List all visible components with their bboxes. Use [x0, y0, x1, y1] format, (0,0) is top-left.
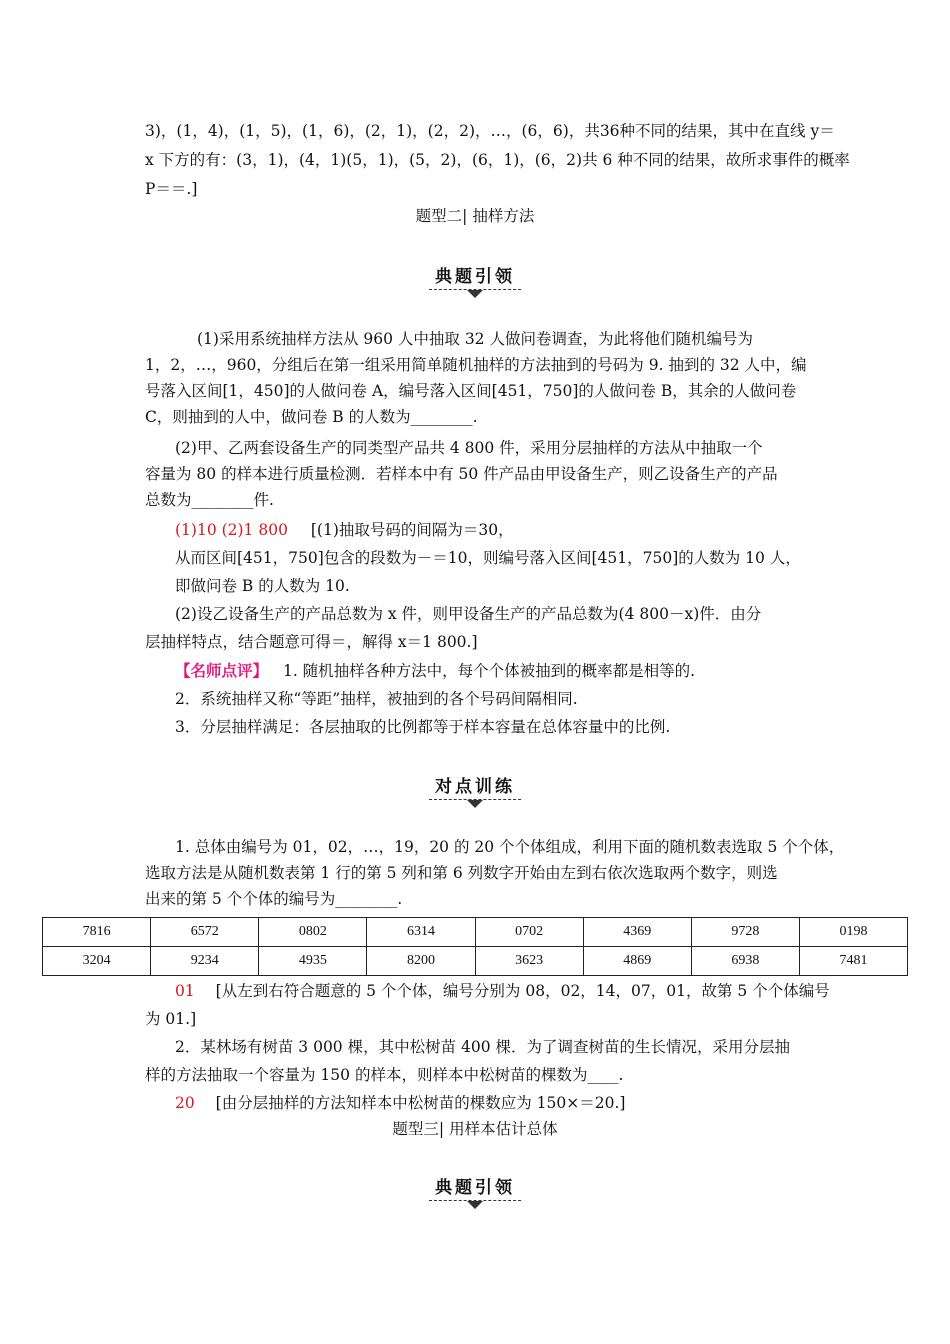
table-cell: 6572: [151, 918, 259, 947]
text-line: 为 01.]: [145, 1010, 197, 1028]
text-line: 2．某林场有树苗 3 000 棵，其中松树苗 400 棵．为了调查树苗的生长情况，采用分层抽: [175, 1038, 791, 1056]
section-badge: [0, 1173, 950, 1209]
answer-text: [(1)抽取号码的间隔为＝30，: [310, 521, 514, 539]
table-cell: 3204: [43, 947, 151, 976]
answer-text: [由分层抽样的方法知样本中松树苗的棵数应为 150×＝20.]: [215, 1094, 626, 1112]
badge-label: 典题引领: [435, 267, 515, 287]
text-line: 从而区间[451，750]包含的段数为－＝10，则编号落入区间[451，750]的人数为 10 人，: [175, 549, 801, 567]
text-line: 即做问卷 B 的人数为 10.: [175, 577, 350, 595]
text-line: (2)设乙设备生产的产品总数为 x 件，则甲设备生产的产品总数为(4 800－x)件．由分: [175, 605, 762, 623]
section-badge: [0, 262, 950, 298]
answer-line: [175, 519, 514, 541]
text-line: 1. 总体由编号为 01，02，…，19，20 的 20 个个体组成，利用下面的随机数表选取 5 个个体，: [175, 838, 845, 856]
answer-line: [175, 1092, 625, 1114]
table-cell: 7816: [43, 918, 151, 947]
triangle-down-icon: [467, 800, 483, 808]
table-row: [43, 918, 908, 947]
table-cell: 8200: [367, 947, 475, 976]
answer-line: [175, 980, 830, 1002]
text-line: 层抽样特点，结合题意可得＝，解得 x＝1 800.]: [145, 633, 478, 651]
triangle-down-icon: [467, 290, 483, 298]
text-line: 2．系统抽样又称“等距”抽样，被抽到的各个号码间隔相同.: [175, 690, 578, 708]
tip-line: [175, 660, 695, 682]
table-cell: 9728: [691, 918, 799, 947]
answer-key: 01: [175, 982, 195, 1000]
table-cell: 3623: [475, 947, 583, 976]
table-cell: 0802: [259, 918, 367, 947]
text-line: 总数为________件.: [145, 491, 274, 509]
section-title: 题型三| 用样本估计总体: [392, 1120, 558, 1138]
answer-key: (1)10 (2)1 800: [175, 521, 288, 539]
section-title: 题型二| 抽样方法: [415, 207, 535, 225]
table-cell: 4935: [259, 947, 367, 976]
text-line: 1，2，…，960，分组后在第一组采用简单随机抽样的方法抽到的号码为 9. 抽到的 32 人中，编: [145, 356, 807, 374]
table-cell: 9234: [151, 947, 259, 976]
table-cell: 6938: [691, 947, 799, 976]
text-line: 3．分层抽样满足：各层抽取的比例都等于样本容量在总体容量中的比例.: [175, 718, 671, 736]
text-line: C，则抽到的人中，做问卷 B 的人数为________.: [145, 408, 478, 426]
text-line: 出来的第 5 个个体的编号为________.: [145, 890, 403, 908]
table-cell: 0198: [799, 918, 907, 947]
table-cell: 0702: [475, 918, 583, 947]
table-cell: 4369: [583, 918, 691, 947]
table-cell: 4869: [583, 947, 691, 976]
text-line: x 下方的有：(3，1)，(4，1)(5，1)，(5，2)，(6，1)，(6，2)共 6 种不同的结果，故所求事件的概率: [145, 151, 850, 169]
table-cell: 6314: [367, 918, 475, 947]
random-number-table: [42, 917, 908, 976]
answer-text: [从左到右符合题意的 5 个个体，编号分别为 08，02，14，07，01，故第 5 个个体编号: [215, 982, 830, 1000]
text-line: P＝＝.]: [145, 180, 198, 198]
tip-label: 【名师点评】: [175, 661, 269, 680]
badge-label: 典题引领: [435, 1178, 515, 1198]
triangle-down-icon: [467, 1201, 483, 1209]
section-badge: [0, 772, 950, 808]
tip-text: 1. 随机抽样各种方法中，每个个体被抽到的概率都是相等的.: [282, 662, 696, 680]
text-line: (2)甲、乙两套设备生产的同类型产品共 4 800 件，采用分层抽样的方法从中抽取一个: [175, 439, 763, 457]
table-cell: 7481: [799, 947, 907, 976]
text-line: 容量为 80 的样本进行质量检测．若样本中有 50 件产品由甲设备生产，则乙设备生产的产品: [145, 465, 778, 483]
badge-label: 对点训练: [435, 777, 515, 797]
text-line: 号落入区间[1，450]的人做问卷 A，编号落入区间[451，750]的人做问卷 B，其余的人做问卷: [145, 382, 797, 400]
text-line: (1)采用系统抽样方法从 960 人中抽取 32 人做问卷调查，为此将他们随机编号为: [197, 330, 753, 348]
table-row: [43, 947, 908, 976]
text-line: 选取方法是从随机数表第 1 行的第 5 列和第 6 列数字开始由左到右依次选取两个数字，则选: [145, 864, 778, 882]
text-line: 3)，(1，4)，(1，5)，(1，6)，(2，1)，(2，2)，…，(6，6)，共36种不同的结果，其中在直线 y＝: [145, 122, 835, 140]
text-line: 样的方法抽取一个容量为 150 的样本，则样本中松树苗的棵数为____.: [145, 1066, 624, 1084]
answer-key: 20: [175, 1094, 195, 1112]
